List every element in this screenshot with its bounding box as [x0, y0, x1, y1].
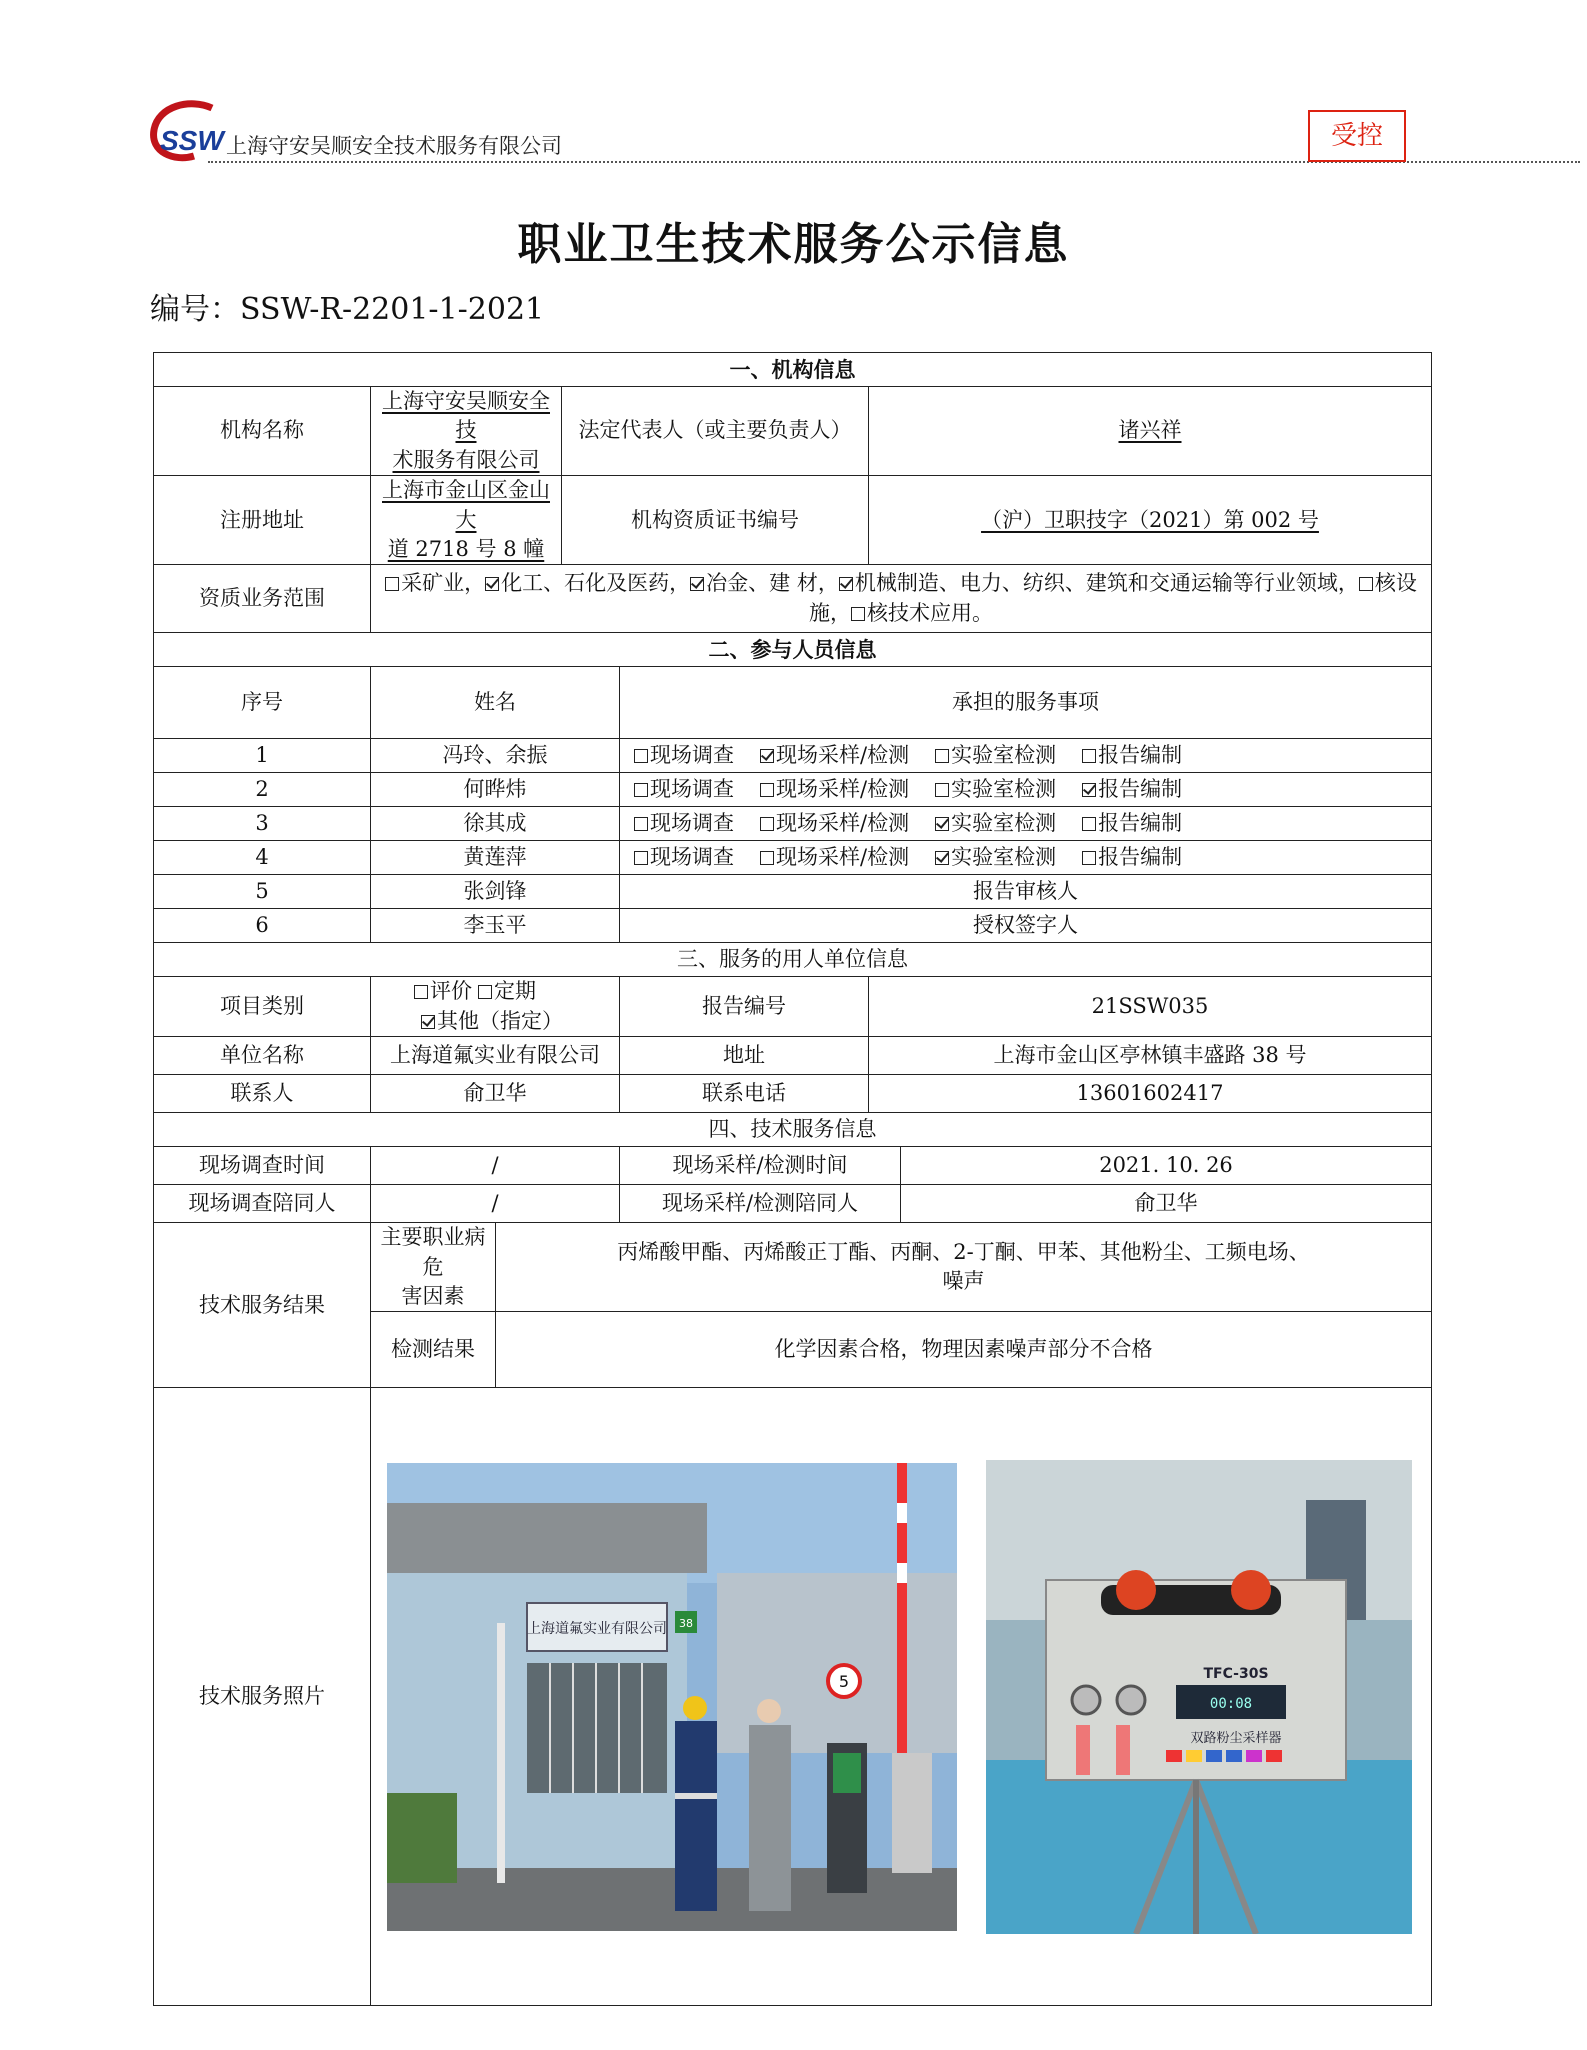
checkbox-empty-icon: [760, 851, 774, 865]
checkbox-checked-icon: [1082, 783, 1096, 797]
org-name-label: 机构名称: [154, 387, 371, 476]
checkbox-empty-icon: [851, 607, 865, 621]
duty-option-label: 实验室检测: [951, 743, 1057, 768]
sampling-escort-label: 现场采样/检测陪同人: [620, 1185, 901, 1223]
person-no: 1: [154, 739, 371, 773]
cert-value: （沪）卫职技字（2021）第 002 号: [869, 476, 1432, 565]
scope-item-text: 机械制造、电力、纺织、建筑和交通运输等行业领域，: [854, 571, 1359, 596]
checkbox-empty-icon: [1082, 817, 1096, 831]
checkbox-empty-icon: [634, 851, 648, 865]
photo-label: 技术服务照片: [154, 1388, 371, 2006]
document-number: 编号：SSW-R-2201-1-2021: [150, 292, 545, 327]
org-name-value: 上海守安吴顺安全技 术服务有限公司: [371, 387, 562, 476]
person-name: 冯玲、余振: [371, 739, 620, 773]
scope-item-text: 冶金、建 材，: [706, 571, 839, 596]
hazard-value: 丙烯酸甲酯、丙烯酸正丁酯、丙酮、2-丁酮、甲苯、其他粉尘、工频电场、 噪声: [496, 1223, 1432, 1312]
checkbox-checked-icon: [485, 577, 499, 591]
checkbox-empty-icon: [414, 985, 428, 999]
checkbox-checked-icon: [760, 749, 774, 763]
contact-label: 联系人: [154, 1075, 371, 1113]
address-label: 注册地址: [154, 476, 371, 565]
scope-value: [371, 565, 1432, 633]
duty-option: [634, 743, 734, 767]
photo2-model: TFC-30S: [1203, 1665, 1269, 1682]
checkbox-empty-icon: [760, 783, 774, 797]
duty-option: [760, 811, 909, 835]
scope-item-text: 核技术应用。: [867, 600, 993, 625]
checkbox-checked-icon: [421, 1015, 435, 1029]
checkbox-checked-icon: [690, 577, 704, 591]
disclosure-table: [153, 352, 1432, 2006]
unit-name-value: 上海道氟实业有限公司: [371, 1037, 620, 1075]
checkbox-empty-icon: [935, 783, 949, 797]
person-duty: [620, 773, 1432, 807]
duty-option-label: 实验室检测: [951, 777, 1057, 802]
photo2-display: 00:08: [1209, 1695, 1252, 1712]
checkbox-empty-icon: [1082, 749, 1096, 763]
person-row: [154, 841, 1432, 875]
photo1-sign: 上海道氟实业有限公司: [527, 1620, 667, 1637]
duty-option: [1082, 743, 1182, 767]
duty-option-label: 现场采样/检测: [776, 845, 910, 870]
project-type-label: 项目类别: [154, 977, 371, 1037]
duty-option: [935, 845, 1056, 869]
duty-option: [935, 777, 1056, 801]
person-no: 3: [154, 807, 371, 841]
duty-option-label: 现场调查: [650, 845, 734, 870]
person-row: [154, 909, 1432, 943]
col-no-header: 序号: [154, 667, 371, 739]
duty-option-label: 现场调查: [650, 777, 734, 802]
survey-time-label: 现场调查时间: [154, 1147, 371, 1185]
company-name: 上海守安吴顺安全技术服务有限公司: [226, 134, 562, 158]
duty-option-label: 现场调查: [650, 811, 734, 836]
sampling-time-label: 现场采样/检测时间: [620, 1147, 901, 1185]
survey-time-value: /: [371, 1147, 620, 1185]
logo-text: SSW: [160, 125, 224, 156]
legal-rep-label: 法定代表人（或主要负责人）: [562, 387, 869, 476]
duty-option-label: 实验室检测: [951, 845, 1057, 870]
section3-heading: 三、服务的用人单位信息: [154, 943, 1432, 977]
duty-option: [935, 743, 1056, 767]
project-type-option: [414, 979, 472, 1003]
checkbox-empty-icon: [1082, 851, 1096, 865]
duty-option: [1082, 777, 1182, 801]
duty-option: [634, 777, 734, 801]
person-duty: [620, 739, 1432, 773]
duty-option-label: 报告编制: [1098, 777, 1183, 802]
person-row: [154, 773, 1432, 807]
person-no: 4: [154, 841, 371, 875]
scope-item-text: 采矿业，: [401, 571, 486, 596]
person-duty: 授权签字人: [620, 909, 1432, 943]
section4-heading: 四、技术服务信息: [154, 1113, 1432, 1147]
duty-option-label: 报告编制: [1098, 811, 1183, 836]
checkbox-empty-icon: [634, 817, 648, 831]
page-header: [150, 100, 1430, 160]
person-no: 5: [154, 875, 371, 909]
scope-item: [690, 571, 839, 595]
checkbox-checked-icon: [935, 817, 949, 831]
duty-option: [1082, 811, 1182, 835]
photo-site-entrance: [387, 1463, 957, 1931]
person-name: 何晔炜: [371, 773, 620, 807]
duty-option-label: 现场采样/检测: [776, 743, 910, 768]
hazard-label: 主要职业病危 害因素: [371, 1223, 496, 1312]
test-result-value: 化学因素合格，物理因素噪声部分不合格: [496, 1312, 1432, 1388]
scope-item-text: 化工、石化及医药，: [501, 571, 691, 596]
person-name: 徐其成: [371, 807, 620, 841]
duty-option: [1082, 845, 1182, 869]
section2-heading: 二、参与人员信息: [154, 633, 1432, 667]
survey-escort-value: /: [371, 1185, 620, 1223]
section1-heading: 一、机构信息: [154, 353, 1432, 387]
person-row: [154, 807, 1432, 841]
scope-item: [485, 571, 690, 595]
scope-item: [385, 571, 485, 595]
person-name: 李玉平: [371, 909, 620, 943]
scope-item: [851, 601, 993, 625]
project-type-option: [478, 979, 536, 1003]
scope-item-text: 核设施，: [809, 571, 1417, 625]
page-title: 职业卫生技术服务公示信息: [517, 219, 1070, 270]
duty-option: [760, 743, 909, 767]
cert-label: 机构资质证书编号: [562, 476, 869, 565]
scope-item: [839, 571, 1359, 595]
person-row: [154, 739, 1432, 773]
survey-escort-label: 现场调查陪同人: [154, 1185, 371, 1223]
unit-name-label: 单位名称: [154, 1037, 371, 1075]
person-duty: 报告审核人: [620, 875, 1432, 909]
project-type-option-label: 定期: [494, 979, 536, 1004]
photo1-speed-sign: 5: [838, 1671, 850, 1691]
photo-cell: [371, 1388, 1432, 2006]
person-no: 2: [154, 773, 371, 807]
result-label: 技术服务结果: [154, 1223, 371, 1388]
project-type-options: [371, 977, 620, 1037]
project-type-option-label: 其他（指定）: [437, 1008, 563, 1033]
project-type-option: [421, 1009, 563, 1033]
unit-address-value: 上海市金山区亭林镇丰盛路 38 号: [869, 1037, 1432, 1075]
duty-option-label: 报告编制: [1098, 743, 1183, 768]
checkbox-empty-icon: [634, 749, 648, 763]
person-name: 黄莲萍: [371, 841, 620, 875]
checkbox-empty-icon: [478, 985, 492, 999]
person-duty: [620, 807, 1432, 841]
checkbox-empty-icon: [634, 783, 648, 797]
unit-address-label: 地址: [620, 1037, 869, 1075]
scope-label: 资质业务范围: [154, 565, 371, 633]
test-result-label: 检测结果: [371, 1312, 496, 1388]
person-no: 6: [154, 909, 371, 943]
duty-option: [760, 845, 909, 869]
report-no-label: 报告编号: [620, 977, 869, 1037]
sampling-escort-value: 俞卫华: [901, 1185, 1432, 1223]
ssw-logo: [150, 100, 230, 164]
duty-option: [634, 845, 734, 869]
project-type-option-label: 评价: [430, 979, 472, 1004]
checkbox-checked-icon: [839, 577, 853, 591]
report-no-value: 21SSW035: [869, 977, 1432, 1037]
checkbox-empty-icon: [1359, 577, 1373, 591]
duty-option: [634, 811, 734, 835]
duty-option-label: 现场调查: [650, 743, 734, 768]
sampling-time-value: 2021. 10. 26: [901, 1147, 1432, 1185]
duty-option-label: 报告编制: [1098, 845, 1183, 870]
person-duty: [620, 841, 1432, 875]
photo2-name: 双路粉尘采样器: [1190, 1730, 1282, 1746]
controlled-stamp: 受控: [1308, 110, 1406, 162]
phone-label: 联系电话: [620, 1075, 869, 1113]
person-row: [154, 875, 1432, 909]
duty-option-label: 实验室检测: [951, 811, 1057, 836]
photo-dust-sampler: [986, 1460, 1412, 1934]
duty-option-label: 现场采样/检测: [776, 811, 910, 836]
checkbox-empty-icon: [935, 749, 949, 763]
photo1-door-no: 38: [679, 1616, 693, 1630]
checkbox-empty-icon: [760, 817, 774, 831]
person-name: 张剑锋: [371, 875, 620, 909]
col-duty-header: 承担的服务事项: [620, 667, 1432, 739]
legal-rep-value: 诸兴祥: [869, 387, 1432, 476]
checkbox-checked-icon: [935, 851, 949, 865]
col-name-header: 姓名: [371, 667, 620, 739]
contact-value: 俞卫华: [371, 1075, 620, 1113]
address-value: 上海市金山区金山大 道 2718 号 8 幢: [371, 476, 562, 565]
phone-value: 13601602417: [869, 1075, 1432, 1113]
checkbox-empty-icon: [385, 577, 399, 591]
duty-option: [935, 811, 1056, 835]
duty-option-label: 现场采样/检测: [776, 777, 910, 802]
duty-option: [760, 777, 909, 801]
